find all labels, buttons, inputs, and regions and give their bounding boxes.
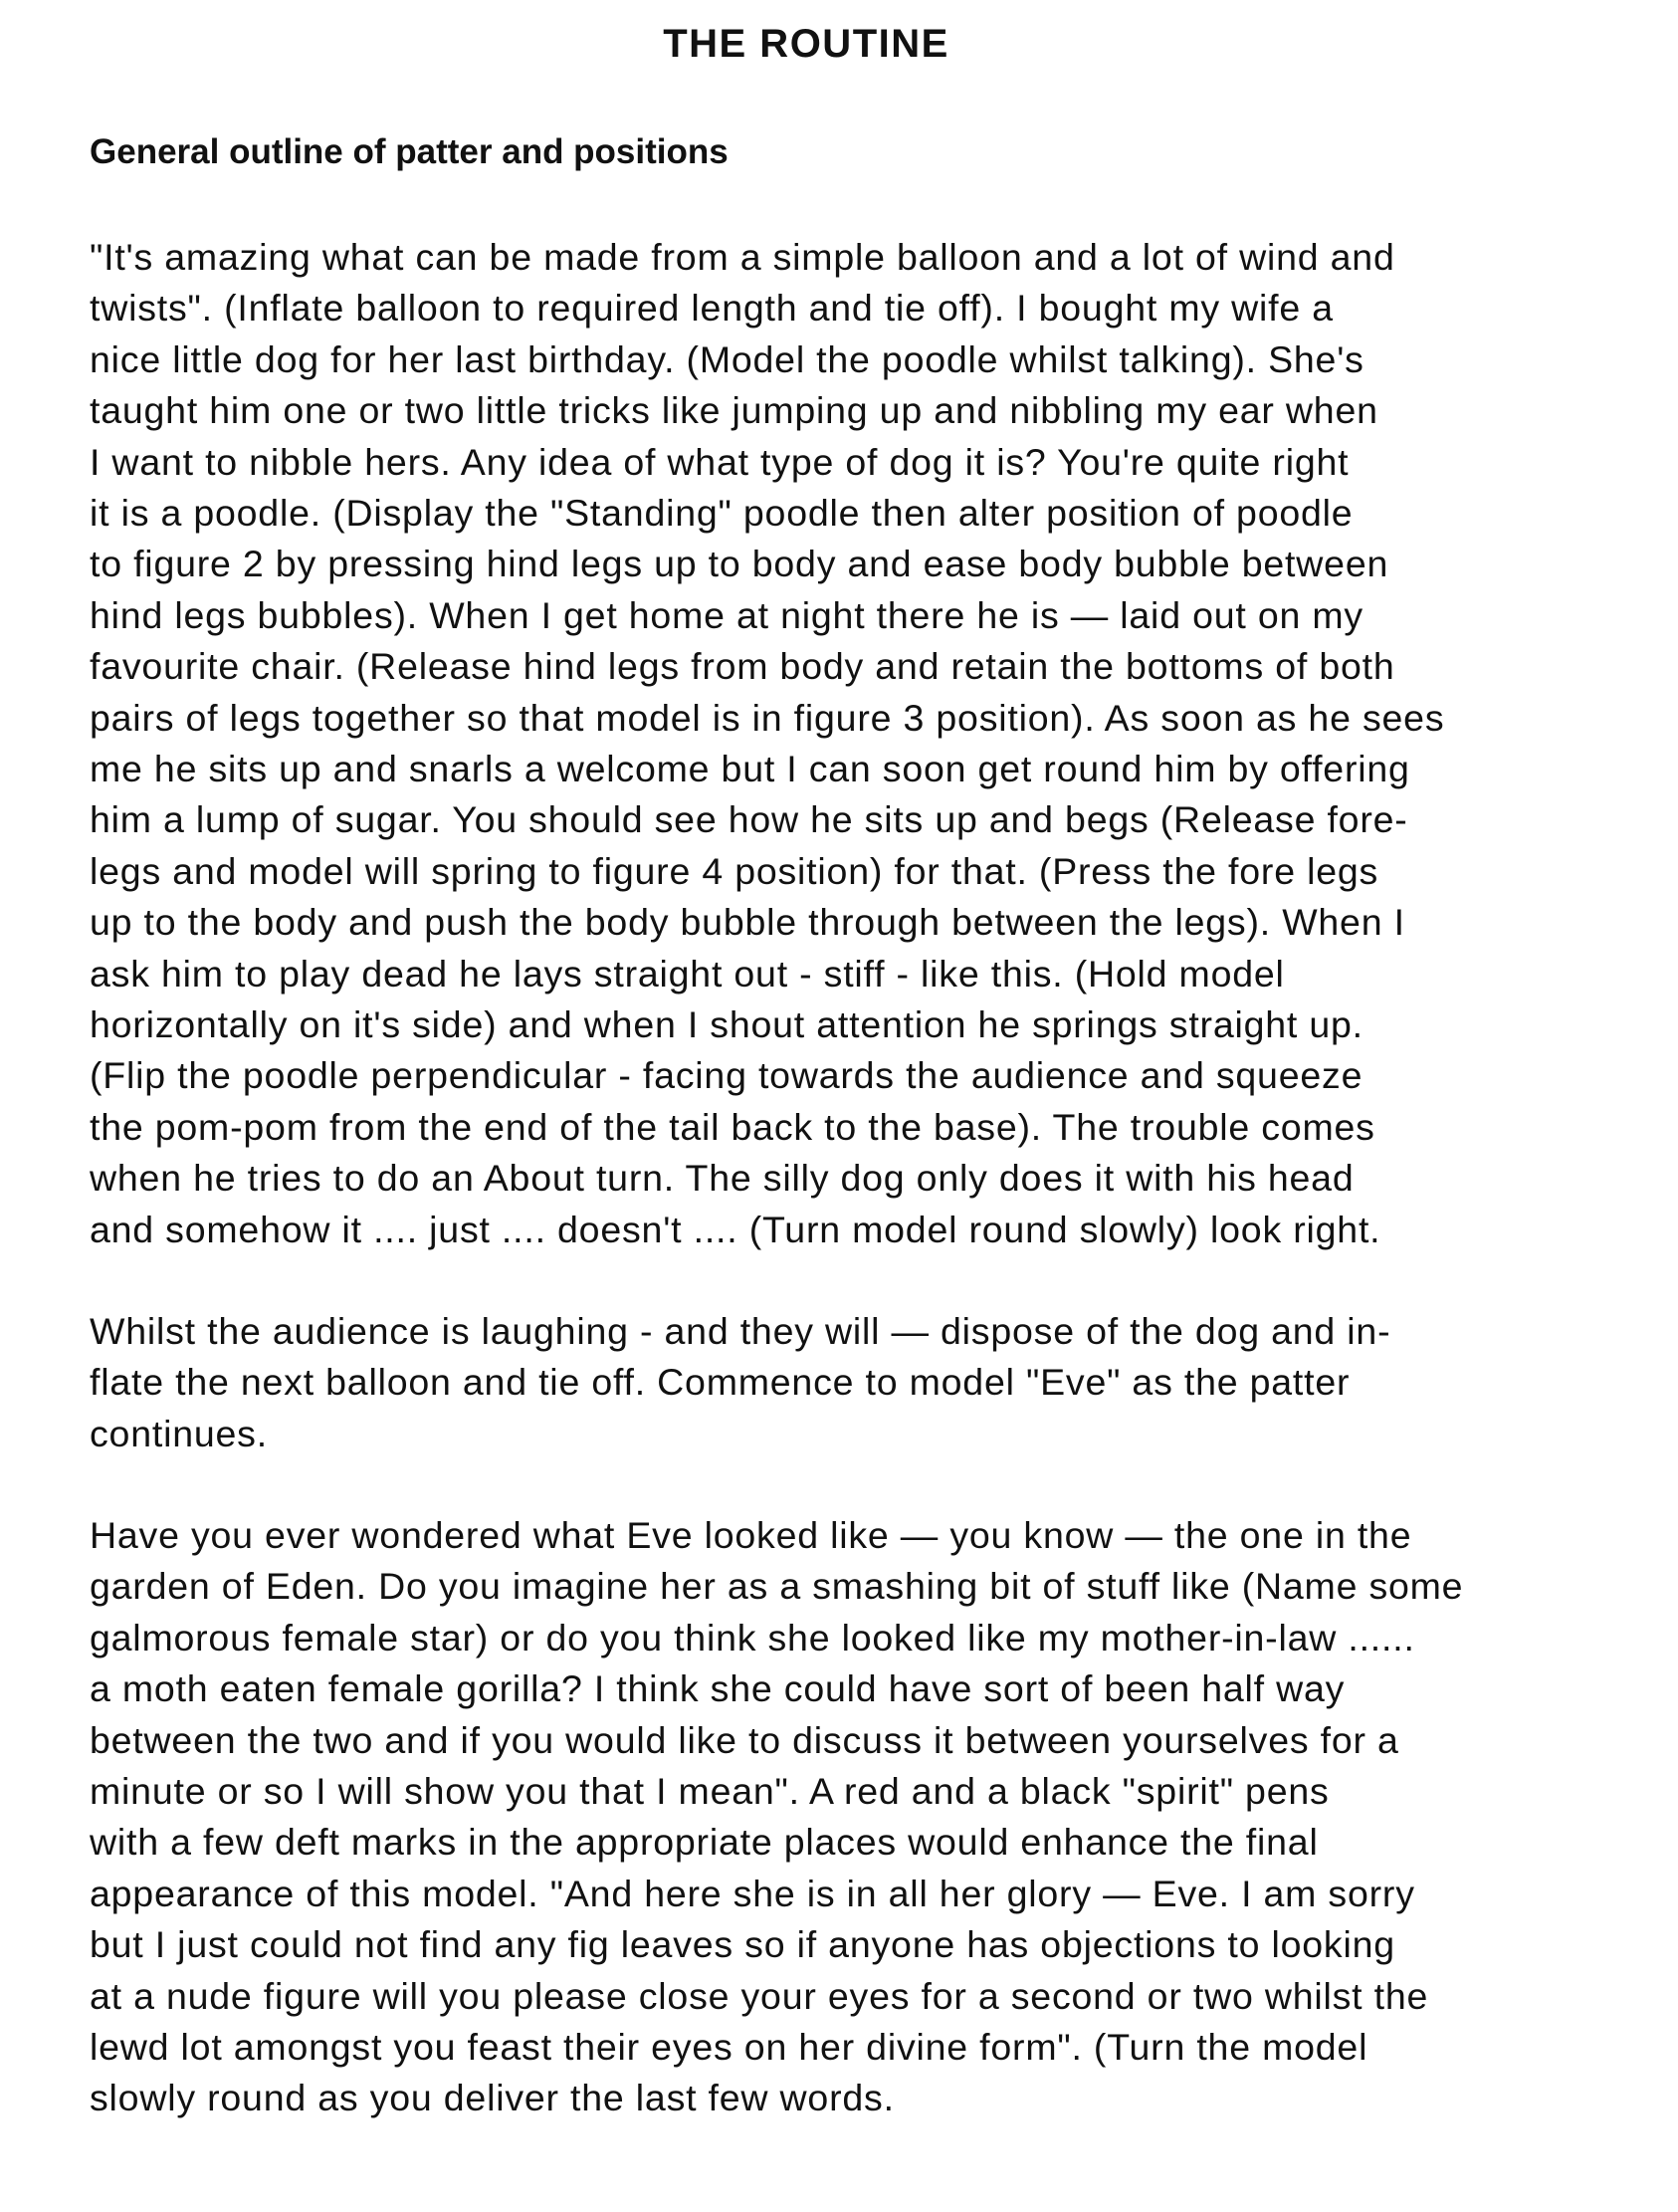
text-line: and somehow it .... just .... doesn't .... (Turn model round slowly) look right. [90, 1208, 1381, 1250]
text-line: "It's amazing what can be made from a simple balloon and a lot of wind and [90, 236, 1395, 278]
text-line: lewd lot amongst you feast their eyes on her divine form". (Turn the model [90, 2026, 1368, 2068]
text-line: appearance of this model. "And here she is in all her glory — Eve. I am sorry [90, 1872, 1415, 1914]
text-line: nice little dog for her last birthday. (Model the poodle whilst talking). She's [90, 337, 1364, 380]
text-line: up to the body and push the body bubble through between the legs). When I [90, 901, 1405, 944]
section-heading: General outline of patter and positions [90, 132, 729, 171]
text-line: but I just could not find any fig leaves so if anyone has objections to looking [90, 1923, 1395, 1966]
text-line: to figure 2 by pressing hind legs up to body and ease body bubble between [90, 543, 1389, 585]
text-line: (Flip the poodle perpendicular - facing towards the audience and squeeze [90, 1054, 1363, 1097]
text-line: Whilst the audience is laughing - and they will — dispose of the dog and in- [90, 1310, 1391, 1352]
text-line: ask him to play dead he lays straight out - stiff - like this. (Hold model [90, 952, 1285, 995]
text-line: it is a poodle. (Display the "Standing" poodle then alter position of poodle [90, 492, 1354, 534]
text-line: minute or so I will show you that I mean". A red and a black "spirit" pens [90, 1770, 1330, 1812]
text-line: garden of Eden. Do you imagine her as a smashing bit of stuff like (Name some [90, 1565, 1464, 1608]
text-line: at a nude figure will you please close your eyes for a second or two whilst the [90, 1974, 1429, 2017]
text-line: legs and model will spring to figure 4 position) for that. (Press the fore legs [90, 849, 1379, 892]
page-title: THE ROUTINE [663, 22, 949, 66]
text-line: when he tries to do an About turn. The silly dog only does it with his head [90, 1157, 1355, 1200]
text-line: continues. [90, 1412, 268, 1454]
text-line: slowly round as you deliver the last few words. [90, 2077, 895, 2119]
text-line: me he sits up and snarls a welcome but I can soon get round him by offering [90, 748, 1410, 789]
text-line: pairs of legs together so that model is in figure 3 position). As soon as he sees [90, 696, 1445, 739]
text-line: taught him one or two little tricks like jumping up and nibbling my ear when [90, 389, 1378, 432]
text-line: the pom-pom from the end of the tail back to the base). The trouble comes [90, 1105, 1375, 1148]
text-line: galmorous female star) or do you think she looked like my mother-in-law ...... [90, 1616, 1415, 1659]
text-line: with a few deft marks in the appropriate places would enhance the final [90, 1821, 1319, 1864]
text-line: hind legs bubbles). When I get home at night there he is — laid out on my [90, 593, 1363, 636]
text-line: Have you ever wondered what Eve looked like — you know — the one in the [90, 1514, 1412, 1556]
text-line: between the two and if you would like to discuss it between yourselves for a [90, 1718, 1399, 1761]
text-line: twists". (Inflate balloon to required length and tie off). I bought my wife a [90, 287, 1334, 330]
text-line: him a lump of sugar. You should see how he sits up and begs (Release fore- [90, 798, 1408, 841]
text-line: favourite chair. (Release hind legs from body and retain the bottoms of both [90, 645, 1395, 688]
text-line: flate the next balloon and tie off. Commence to model "Eve" as the patter [90, 1361, 1351, 1404]
text-line: I want to nibble hers. Any idea of what type of dog it is? You're quite right [90, 440, 1350, 483]
text-line: a moth eaten female gorilla? I think she could have sort of been half way [90, 1667, 1346, 1710]
text-line: horizontally on it's side) and when I shout attention he springs straight up. [90, 1003, 1363, 1045]
